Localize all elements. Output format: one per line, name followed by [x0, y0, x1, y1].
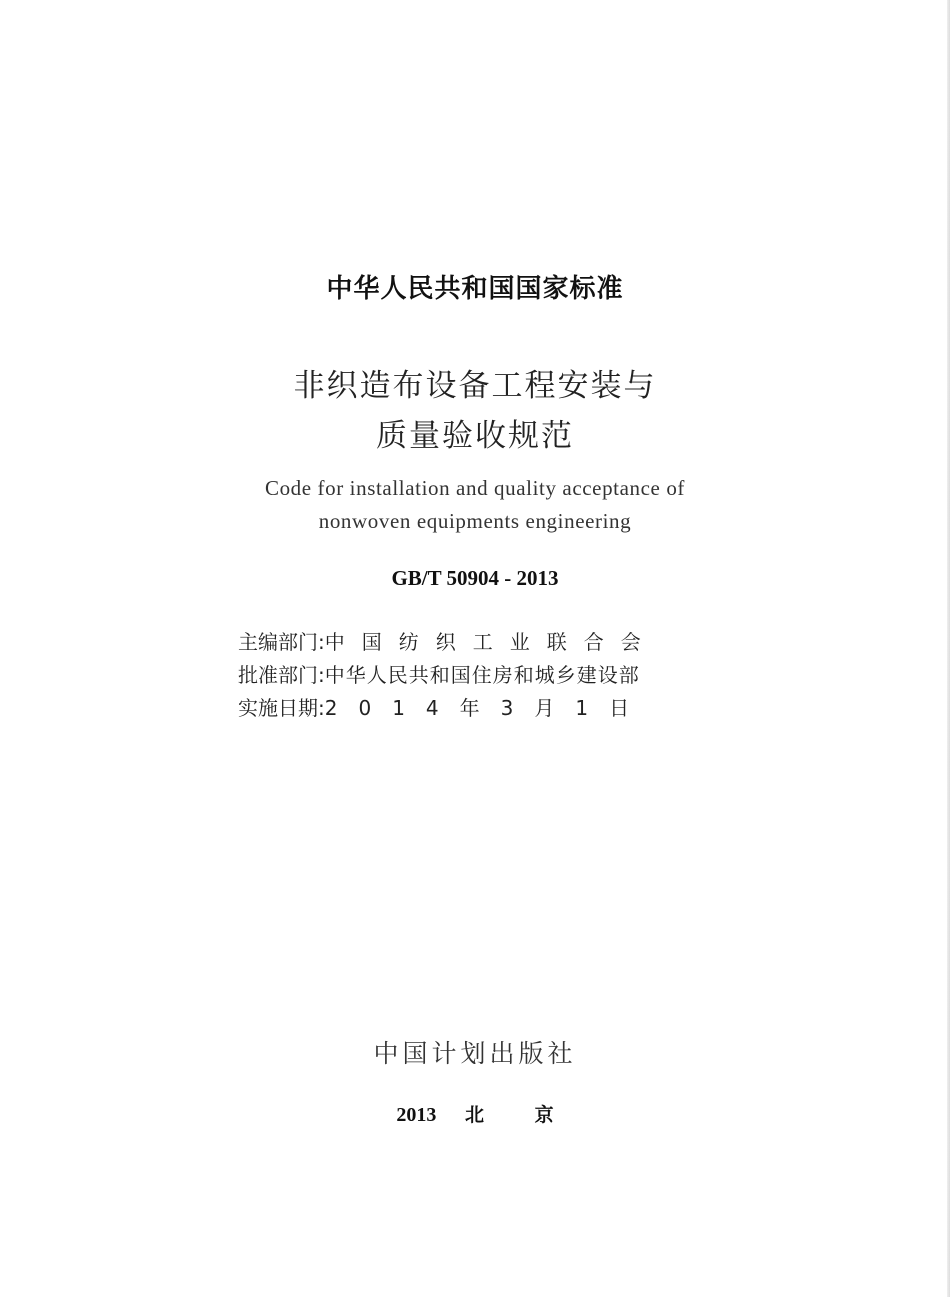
info-value: 中华人民共和国住房和城乡建设部: [324, 663, 640, 687]
standard-code: GB/T 50904 - 2013: [391, 566, 559, 590]
publisher-name: 中国计划出版社: [373, 1039, 577, 1068]
info-row-effective-date: [238, 692, 683, 721]
info-label: 主编部门:: [238, 630, 325, 654]
english-title-line-1: Code for installation and quality acceptance of: [264, 476, 686, 500]
info-label: 实施日期:: [238, 696, 325, 720]
title-line-2: 质量验收规范: [376, 418, 574, 454]
english-title-line-2: nonwoven equipments engineering: [318, 509, 632, 533]
info-row-chief-editor: [238, 626, 683, 655]
info-value: 中国纺织工业联合会: [324, 630, 658, 654]
publication-year: 2013: [396, 1104, 437, 1126]
publication-year-place: [0, 1100, 950, 1127]
standard-type-heading: 中华人民共和国国家标准: [326, 274, 624, 304]
info-label: 批准部门:: [238, 663, 325, 687]
title-line-1: 非织造布设备工程安装与: [293, 368, 657, 404]
publication-city-char: 京: [534, 1104, 554, 1126]
info-value: 2014年3月1日: [324, 696, 651, 720]
info-row-approval: [238, 659, 683, 688]
publication-city-char: 北: [464, 1104, 484, 1126]
